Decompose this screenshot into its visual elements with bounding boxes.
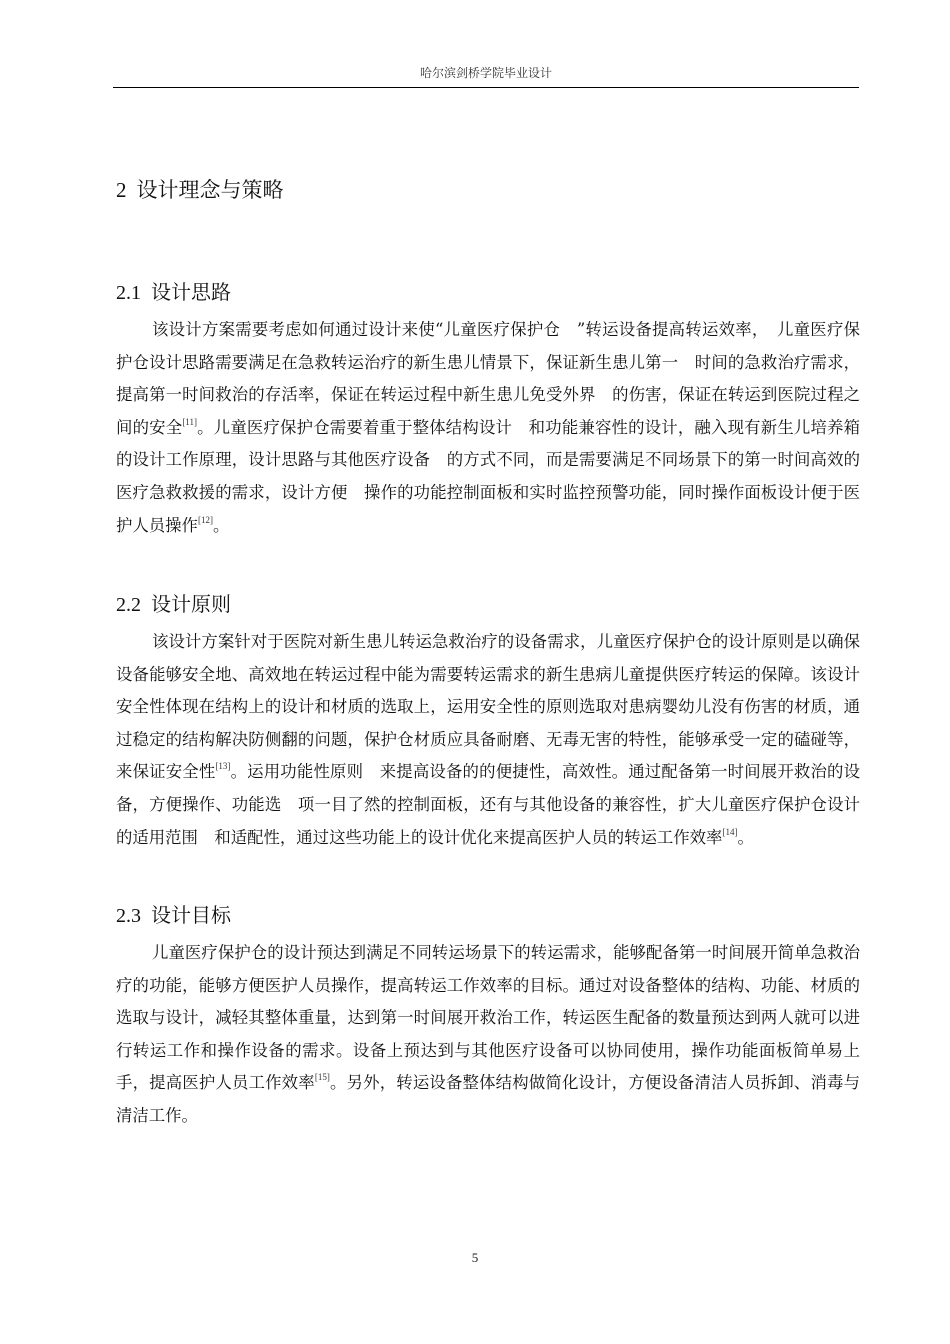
paragraph-design-principles	[116, 626, 860, 854]
paragraph-text: 该设计方案需要考虑如何通过设计来使“儿童医疗保护仓 ”转运设备提高转运效率， 儿童医疗保护仓设计思路需要满足在急救转运治疗的新生患儿情景下，保证新生患儿第一 时间的急救治疗需求，提高第一时间救治的存活率，保证在转运过程中新生患儿免受外界 的伤害，保证在转运到医院过程之间的安全	[116, 320, 860, 437]
running-header: 哈尔滨剑桥学院毕业设计	[419, 66, 552, 80]
section-heading-2-3	[116, 899, 231, 928]
section-title: 设计目标	[151, 903, 231, 927]
chapter-heading	[116, 174, 284, 204]
chapter-title: 设计理念与策略	[136, 178, 284, 202]
paragraph-design-goals	[116, 937, 860, 1133]
citation-marker: [14]	[722, 826, 738, 837]
paragraph-text: 该设计方案针对于医院对新生患儿转运急救治疗的设备需求，儿童医疗保护仓的设计原则是以确保设备能够安全地、高效地在转运过程中能为需要转运需求的新生患病儿童提供医疗转运的保障。该设计安全性体现在结构上的设计和材质的选取上，运用安全性的原则选取对患病婴幼儿没有伤害的材质，通过稳定的结构解决防侧翻的问题，保护仓材质应具备耐磨、无毒无害的特性，能够承受一定的磕碰等，来保证安全性	[116, 632, 860, 782]
section-title: 设计原则	[151, 592, 231, 616]
citation-marker: [15]	[314, 1072, 330, 1083]
paragraph-text: 。运用功能性原则 来提高设备的的便捷性，高效性。通过配备第一时间展开救治的设备，方便操作、功能选 项一目了然的控制面板，还有与其他设备的兼容性，扩大儿童医疗保护仓设计的适用范围 和适配性，通过这些功能上的设计优化来提高医护人员的转运工作效率	[116, 762, 861, 847]
page-number: 5	[471, 1250, 479, 1265]
citation-marker: [11]	[182, 416, 197, 427]
paragraph-text: 。儿童医疗保护仓需要着重于整体结构设计 和功能兼容性的设计，融入现有新生儿培养箱的设计工作原理，设计思路与其他医疗设备 的方式不同，而是需要满足不同场景下的第一时间高效的医疗急救救援的需求，设计方便 操作的功能控制面板和实时监控预警功能，同时操作面板设计便于医护人员操作	[116, 417, 861, 535]
paragraph-design-approach	[116, 314, 860, 542]
section-heading-2-1	[116, 276, 231, 305]
section-number: 2.3	[116, 905, 141, 927]
chapter-number: 2	[116, 178, 127, 202]
section-number: 2.1	[116, 282, 141, 304]
paragraph-text: 。	[737, 827, 754, 847]
citation-marker: [13]	[215, 761, 231, 772]
paragraph-text: 。另外，转运设备整体结构做简化设计，方便设备清洁人员拆卸、消毒与清洁工作。	[116, 1073, 861, 1125]
citation-marker: [12]	[197, 514, 213, 525]
paragraph-text: 儿童医疗保护仓的设计预达到满足不同转运场景下的转运需求，能够配备第一时间展开简单急救治疗的功能，能够方便医护人员操作，提高转运工作效率的目标。通过对设备整体的结构、功能、材质的选取与设计，减轻其整体重量，达到第一时间展开救治工作，转运医生配备的数量预达到两人就可以进行转运工作和操作设备的需求。设备上预达到与其他医疗设备可以协同使用，操作功能面板简单易上手，提高医护人员工作效率	[116, 943, 860, 1093]
header-rule	[113, 87, 859, 88]
section-number: 2.2	[116, 594, 141, 616]
section-heading-2-2	[116, 588, 231, 617]
paragraph-text: 。	[212, 515, 230, 535]
section-title: 设计思路	[151, 280, 231, 304]
